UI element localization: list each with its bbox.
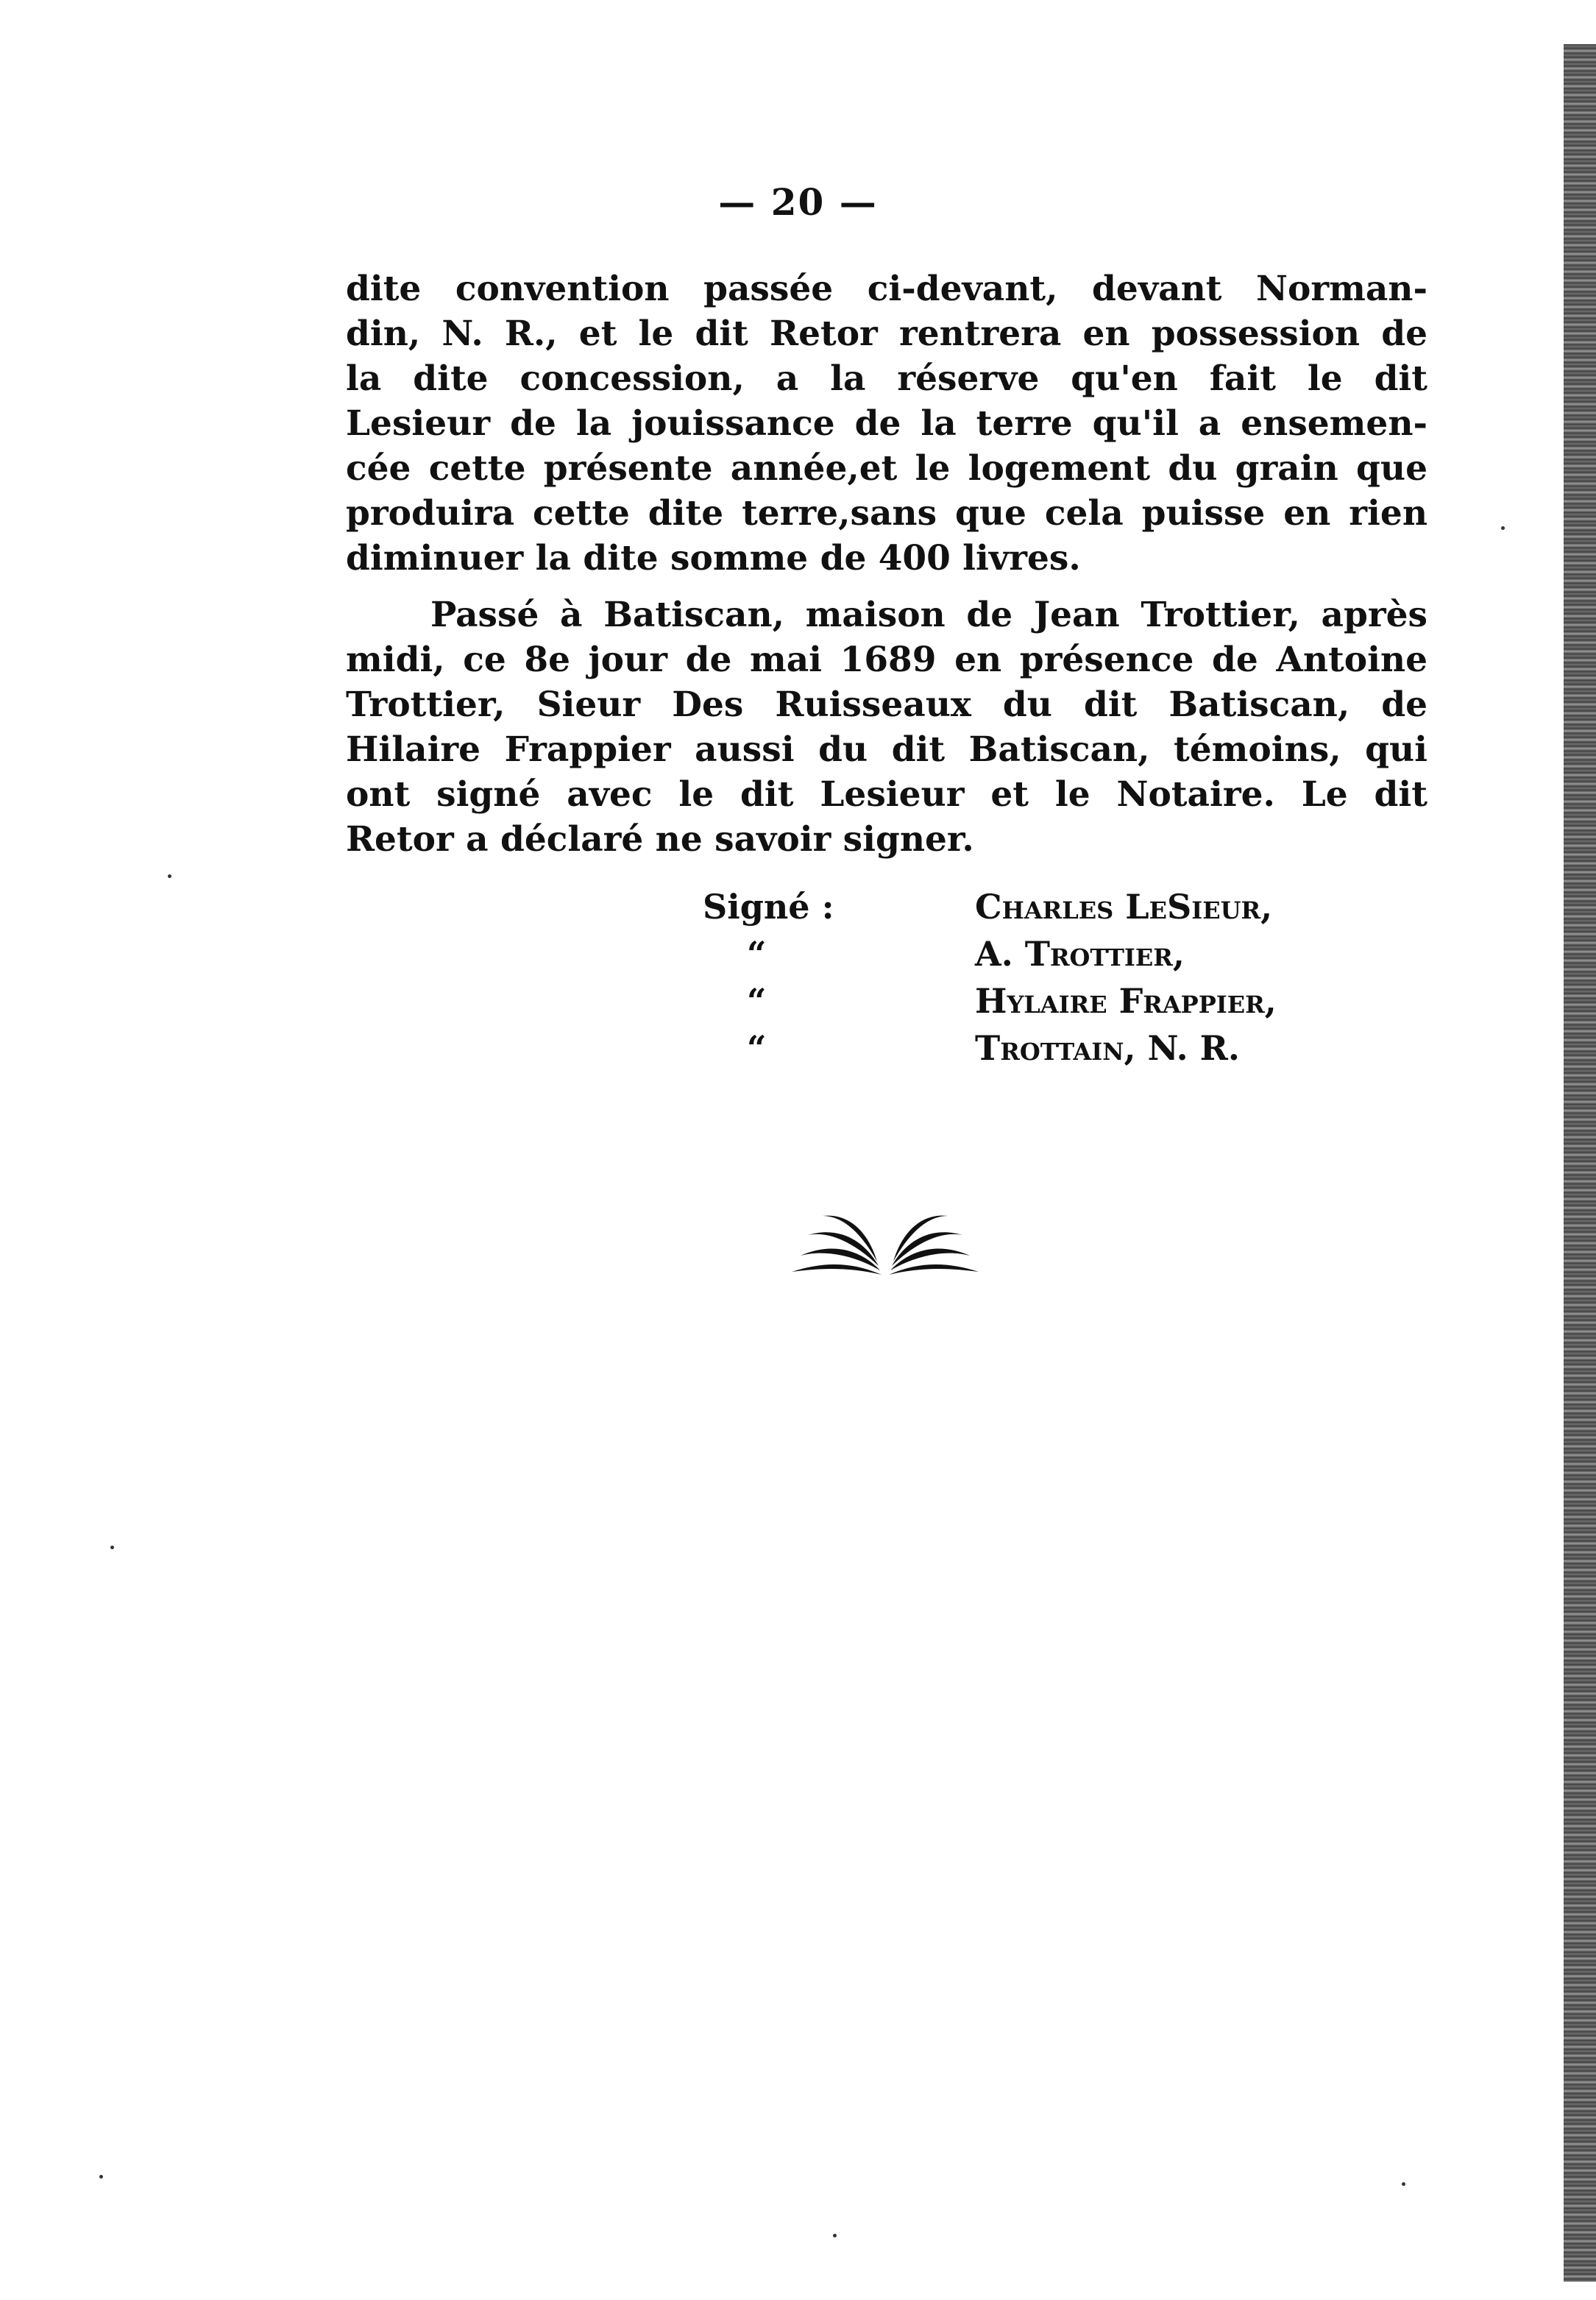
ditto-mark: “ (747, 1028, 767, 1068)
signature-row (703, 934, 1439, 981)
text-line: Hilaire Frappier aussi du dit Batiscan, témoins, qui (346, 729, 1427, 770)
text-line: Passé à Batiscan, maison de Jean Trottier, après (430, 595, 1427, 635)
text-line: Lesieur de la jouissance de la terre qu'il a ensemen- (346, 403, 1427, 444)
paper-speck (99, 2175, 103, 2179)
text-line: din, N. R., et le dit Retor rentrera en possession de (346, 314, 1427, 354)
signature-name: Hylaire Frappier, (975, 981, 1277, 1021)
ditto-mark: “ (747, 981, 767, 1021)
paragraph-1 (346, 266, 1427, 581)
paper-speck (1501, 526, 1505, 530)
paper-speck (1402, 2182, 1405, 2186)
signature-row (703, 887, 1439, 934)
text-line: ont signé avec le dit Lesieur et le Notaire. Le dit (346, 774, 1427, 815)
text-line: midi, ce 8e jour de mai 1689 en présence de Antoine (346, 640, 1427, 680)
fleuron-ornament-icon (786, 1198, 985, 1283)
paper-speck (168, 874, 171, 878)
signature-name: Trottain, N. R. (975, 1028, 1240, 1068)
text-line: cée cette présente année,et le logement du grain que (346, 448, 1427, 489)
page-edge-shadow (1564, 44, 1596, 2282)
signature-name: Charles LeSieur, (975, 887, 1273, 927)
text-line: la dite concession, a la réserve qu'en fait le dit (346, 358, 1427, 399)
signed-label: Signé : (703, 887, 834, 927)
page-number: — 20 — (718, 180, 878, 224)
signature-row (703, 981, 1439, 1028)
paper-speck (110, 1546, 114, 1549)
text-line: Retor a déclaré ne savoir signer. (346, 819, 974, 860)
text-line: Trottier, Sieur Des Ruisseaux du dit Batiscan, de (346, 684, 1427, 725)
text-line: diminuer la dite somme de 400 livres. (346, 538, 1081, 578)
text-line: produira cette dite terre,sans que cela puisse en rien (346, 493, 1427, 534)
paper-speck (833, 2234, 837, 2237)
paragraph-2 (346, 592, 1427, 862)
signature-row (703, 1028, 1439, 1075)
ditto-mark: “ (747, 934, 767, 974)
signature-name: A. Trottier, (975, 934, 1185, 974)
signature-block (703, 887, 1439, 1075)
text-line: dite convention passée ci-devant, devant Norman- (346, 269, 1427, 309)
body-text (346, 266, 1427, 862)
